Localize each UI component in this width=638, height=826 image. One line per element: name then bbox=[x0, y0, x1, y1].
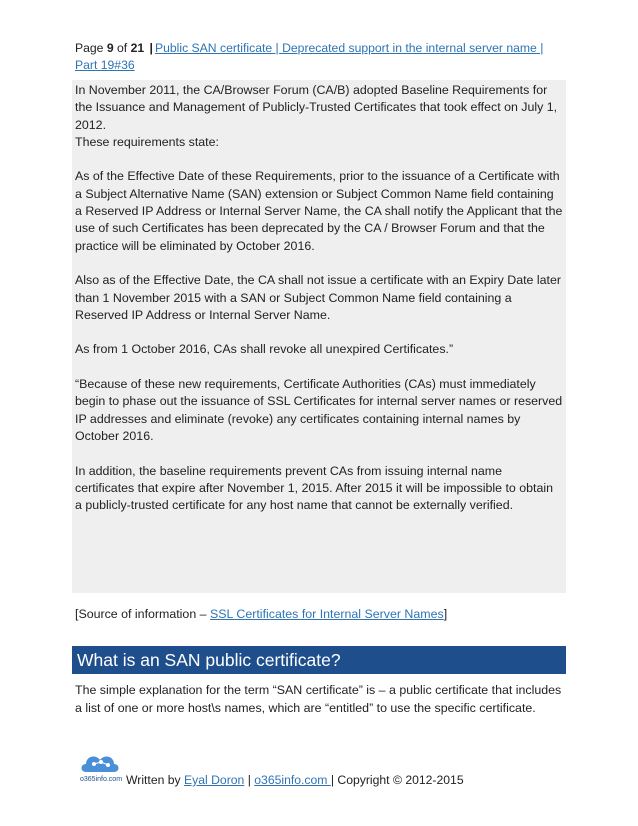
footer-separator: | bbox=[330, 773, 338, 787]
author-link[interactable]: Eyal Doron bbox=[184, 773, 245, 787]
quote-paragraph: These requirements state: bbox=[75, 134, 219, 149]
quote-paragraph: Also as of the Effective Date, the CA shall not issue a certificate with an Expiry Date later than 1 November 2015 with a SAN or Subject Common Name field containing a Reserved IP Address or Internal Server Name. bbox=[75, 273, 561, 322]
header-separator: | bbox=[149, 41, 153, 55]
copyright-text: Copyright © 2012-2015 bbox=[337, 773, 464, 787]
quoted-requirements-block bbox=[72, 80, 566, 593]
page-header bbox=[75, 40, 565, 74]
o365info-logo bbox=[78, 750, 124, 784]
quote-paragraph: In addition, the baseline requirements prevent CAs from issuing internal name certificates that expire after November 1, 2015. After 2015 it will be impossible to obtain a publicly-trusted certificate for any host name that cannot be externally verified. bbox=[75, 463, 553, 513]
quote-spacer bbox=[75, 359, 563, 376]
quote-spacer bbox=[75, 151, 563, 168]
quote-spacer bbox=[75, 445, 563, 462]
body-paragraph: The simple explanation for the term “SAN certificate” is – a public certificate that includes a list of one or more host\s names, which are “entitled” to use the specific certificate. bbox=[75, 683, 562, 715]
footer-separator: | bbox=[244, 773, 255, 787]
logo-text: o365info.com bbox=[80, 776, 123, 783]
page-label: Page bbox=[75, 41, 104, 55]
quote-paragraph: As of the Effective Date of these Requirements, prior to the issuance of a Certificate with a Subject Alternative Name (SAN) extension or Subject Common Name field containing a Reserved IP Address or Internal Server Name, the CA shall notify the Applicant that the use of such Certificates has been deprecated by the CA / Browser Forum and that the practice will be eliminated by October 2016. bbox=[75, 169, 563, 253]
section-heading: What is an SAN public certificate? bbox=[72, 646, 566, 674]
source-prefix: [Source of information – bbox=[75, 607, 210, 621]
document-title-link[interactable]: Public SAN certificate | Deprecated support in the internal server name | Part 19#36 bbox=[75, 41, 544, 72]
source-link[interactable]: SSL Certificates for Internal Server Names bbox=[210, 607, 444, 621]
written-by-label: Written by bbox=[126, 773, 185, 787]
source-citation bbox=[75, 606, 447, 623]
quote-spacer bbox=[75, 324, 563, 341]
site-link[interactable]: o365info.com bbox=[254, 773, 331, 787]
page-total: 21 bbox=[130, 41, 145, 55]
quote-paragraph: “Because of these new requirements, Certificate Authorities (CAs) must immediately begin to phase out the issuance of SSL Certificates for internal server names or reserved IP addresses and eliminate (revoke) any certificates containing internal names by October 2016. bbox=[75, 377, 563, 443]
page-number: 9 bbox=[106, 41, 114, 55]
of-label: of bbox=[117, 41, 128, 55]
page-footer bbox=[126, 772, 464, 789]
quote-paragraph: As from 1 October 2016, CAs shall revoke all unexpired Certificates.” bbox=[75, 342, 454, 357]
quote-spacer bbox=[75, 255, 563, 272]
source-suffix: ] bbox=[443, 607, 448, 621]
quote-paragraph: In November 2011, the CA/Browser Forum (CA/B) adopted Baseline Requirements for the Issuance and Management of Publicly-Trusted Certificates that took effect on July 1, 2012. bbox=[75, 83, 558, 132]
